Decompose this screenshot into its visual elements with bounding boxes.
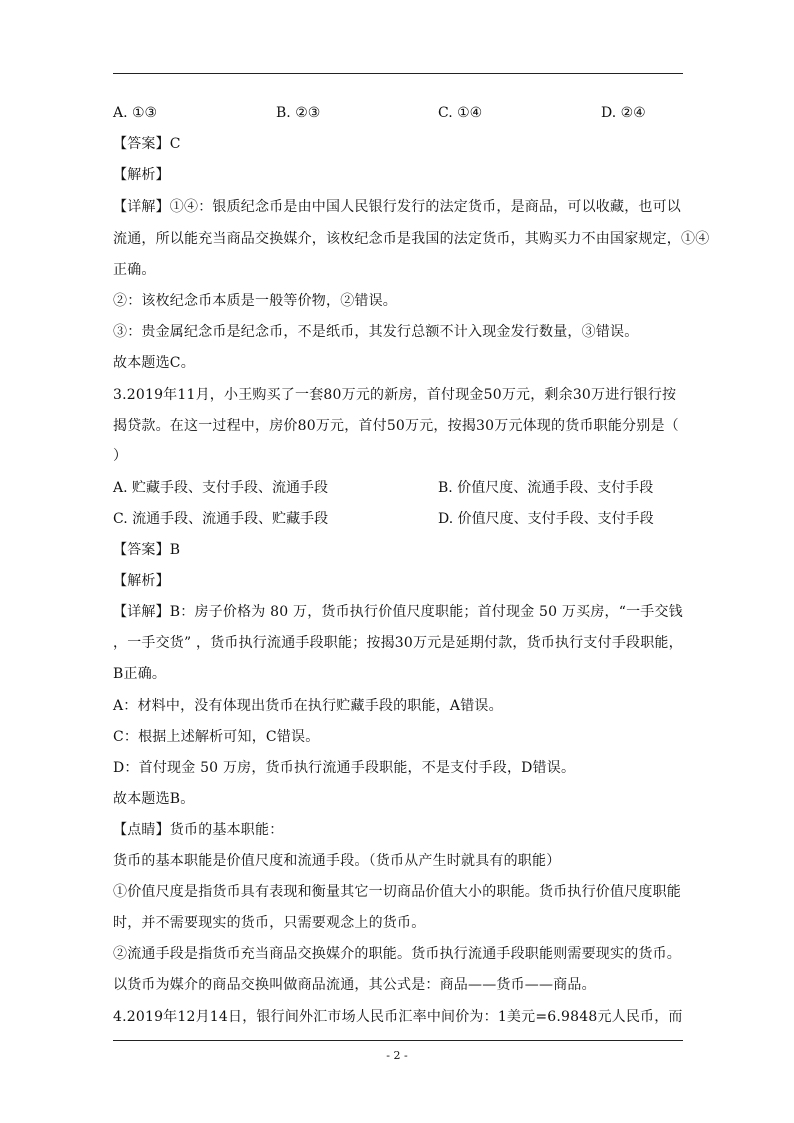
q3-analysis-heading: 【解析】 xyxy=(113,573,170,589)
q3-stem-line: 揭贷款。在这一过程中，房价80万元，首付50万元，按揭30万元体现的货币职能分别是（ xyxy=(113,418,679,434)
q2-detail-line: ②：该枚纪念币本质是一般等价物，②错误。 xyxy=(113,293,397,309)
q3-stem-line: ） xyxy=(113,448,128,464)
q2-detail-line: 正确。 xyxy=(113,262,156,278)
q3-detail-line: ，一手交货” ，货币执行流通手段职能；按揭30万元是延期付款，货币执行支付手段职能， xyxy=(113,635,683,651)
q3-detail-line: C：根据上述解析可知，C错误。 xyxy=(113,729,320,745)
q2-detail-line: ③：贵金属纪念币是纪念币，不是纸币，其发行总额不计入现金发行数量，③错误。 xyxy=(113,324,639,340)
q2-conclusion: 故本题选C。 xyxy=(113,355,195,371)
q3-detail-line: B正确。 xyxy=(113,666,167,682)
q3-tip-line: ②流通手段是指货币充当商品交换媒介的职能。货币执行流通手段职能则需要现实的货币。 xyxy=(113,946,681,962)
q3-answer: 【答案】B xyxy=(113,542,181,558)
q3-detail-line: A：材料中，没有体现出货币在执行贮藏手段的职能，A错误。 xyxy=(113,698,503,714)
q2-option-c: C. ①④ xyxy=(438,105,483,121)
q3-stem-line: 3.2019年11月，小王购买了一套80万元的新房，首付现金50万元，剩余30万进行银行按 xyxy=(113,387,677,403)
q3-tip-line: 以货币为媒介的商品交换叫做商品流通，其公式是：商品——货币——商品。 xyxy=(113,977,596,993)
q3-option-a: A. 贮藏手段、支付手段、流通手段 xyxy=(113,480,329,496)
q2-detail-line: 流通，所以能充当商品交换媒介，该枚纪念币是我国的法定货币，其购买力不由国家规定，①④ xyxy=(113,231,710,247)
q3-tip-heading: 【点睛】货币的基本职能： xyxy=(113,822,284,838)
q2-answer: 【答案】C xyxy=(113,136,181,152)
q2-option-a: A. ①③ xyxy=(113,105,158,121)
q3-tip-line: ①价值尺度是指货币具有表现和衡量其它一切商品价值大小的职能。货币执行价值尺度职能 xyxy=(113,884,681,900)
q2-option-d: D. ②④ xyxy=(601,105,646,121)
q3-option-d: D. 价值尺度、支付手段、支付手段 xyxy=(438,511,654,527)
q3-tip-line: 货币的基本职能是价值尺度和流通手段。（货币从产生时就具有的职能） xyxy=(113,853,561,869)
q2-option-b: B. ②③ xyxy=(276,105,321,121)
q2-analysis-heading: 【解析】 xyxy=(113,167,170,183)
q3-detail-line: 【详解】B：房子价格为 80 万，货币执行价值尺度职能；首付现金 50 万买房，“一手交钱 xyxy=(113,604,683,620)
header-rule xyxy=(113,73,683,74)
q3-tip-line: 时，并不需要现实的货币，只需要观念上的货币。 xyxy=(113,915,426,931)
page-number: - 2 - xyxy=(386,1049,408,1062)
q3-detail-line: D：首付现金 50 万房，货币执行流通手段职能，不是支付手段，D错误。 xyxy=(113,760,576,776)
q3-conclusion: 故本题选B。 xyxy=(113,791,195,807)
q3-option-c: C. 流通手段、流通手段、贮藏手段 xyxy=(113,511,329,527)
q4-stem-line: 4.2019年12月14日，银行间外汇市场人民币汇率中间价为：1美元=6.9848元人民币，而 xyxy=(113,1009,683,1025)
q3-option-b: B. 价值尺度、流通手段、支付手段 xyxy=(438,480,654,496)
footer-rule xyxy=(113,1040,683,1041)
q2-detail-line: 【详解】①④：银质纪念币是由中国人民银行发行的法定货币，是商品，可以收藏，也可以 xyxy=(113,199,681,215)
